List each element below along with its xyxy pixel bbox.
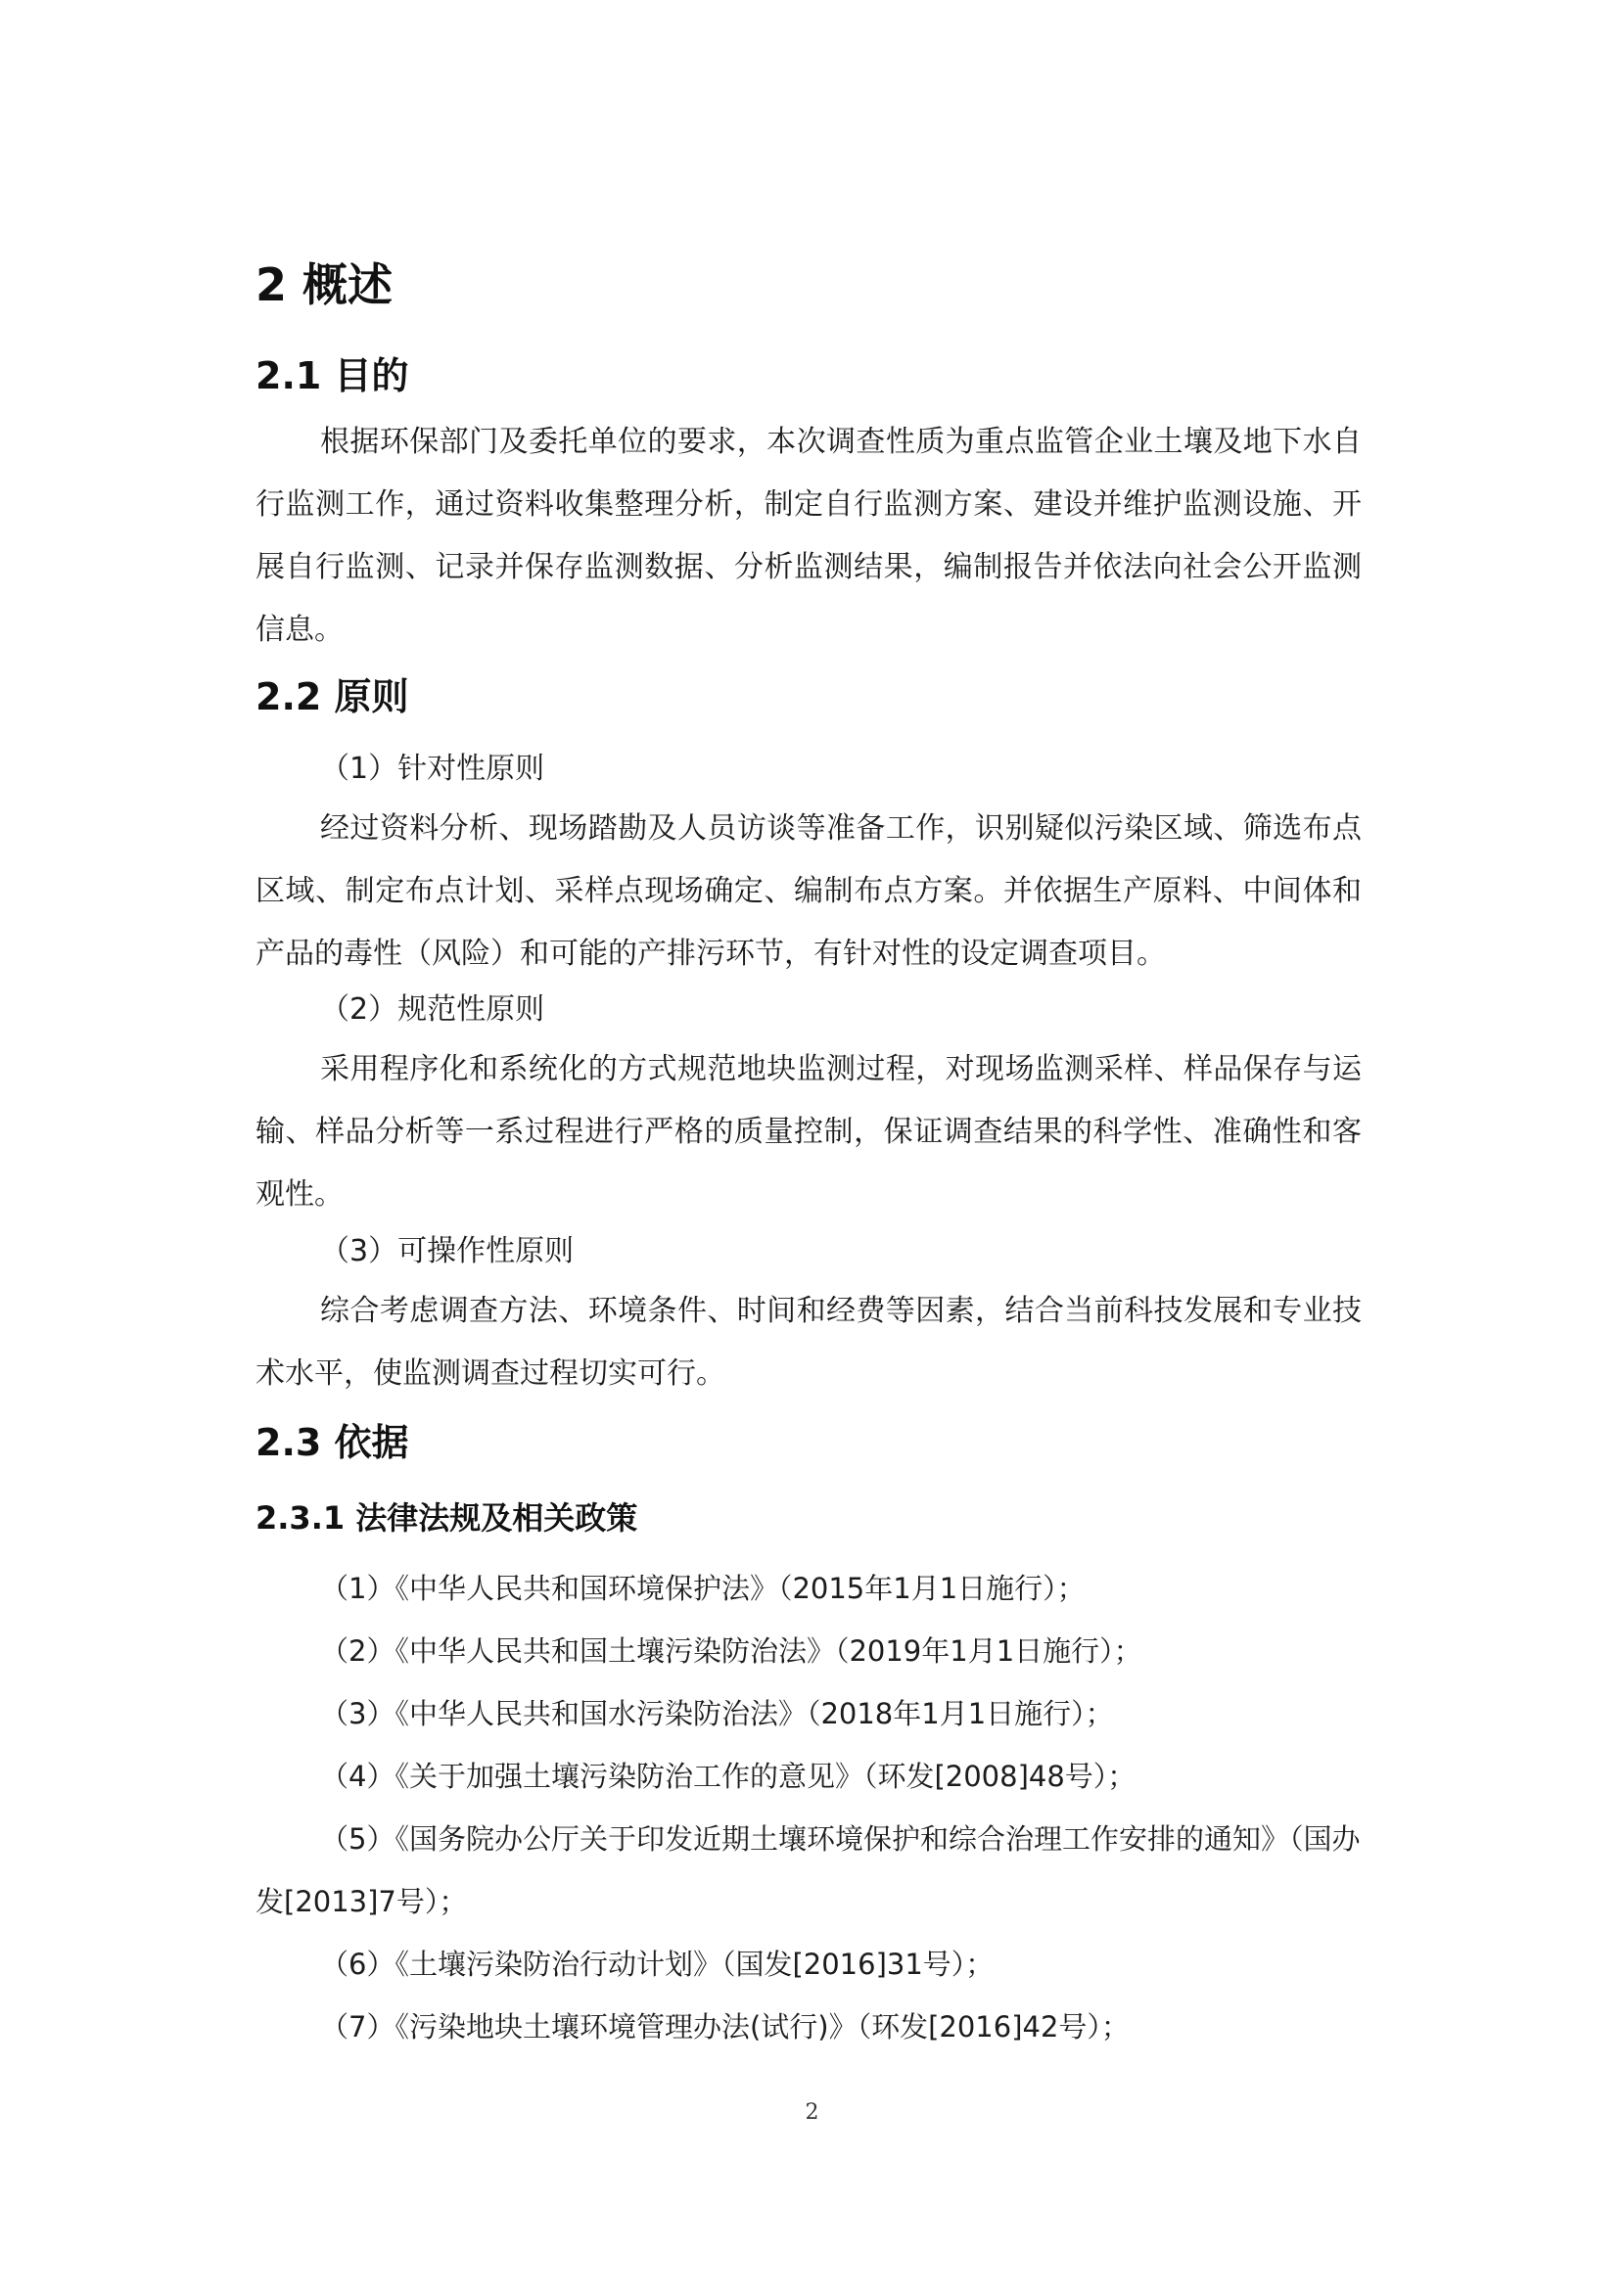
reference-item-3: （3）《中华人民共和国水污染防治法》（2018年1月1日施行）；	[320, 1697, 1114, 1730]
reference-item-1: （1）《中华人民共和国环境保护法》（2015年1月1日施行）；	[320, 1572, 1086, 1605]
principle-title-2: （2）规范性原则	[320, 992, 545, 1027]
principle-title-3: （3）可操作性原则	[320, 1234, 575, 1268]
chapter-heading: 2 概述	[255, 258, 394, 311]
principle-text-1: 经过资料分析、现场踏勘及人员访谈等准备工作，识别疑似污染区域、筛选布点区域、制定布点计划、采样点现场确定、编制布点方案。并依据生产原料、中间体和产品的毒性（风险）和可能的产排污环节，有针对性的设定调查项目。	[255, 811, 1362, 971]
reference-item-6: （6）《土壤污染防治行动计划》（国发[2016]31号）；	[320, 1948, 995, 1981]
section-heading-basis: 2.3 依据	[255, 1421, 409, 1464]
principle-text-2: 采用程序化和系统化的方式规范地块监测过程，对现场监测采样、样品保存与运输、样品分析等一系过程进行严格的质量控制，保证调查结果的科学性、准确性和客观性。	[255, 1052, 1362, 1212]
purpose-paragraph: 根据环保部门及委托单位的要求，本次调查性质为重点监管企业土壤及地下水自行监测工作，通过资料收集整理分析，制定自行监测方案、建设并维护监测设施、开展自行监测、记录并保存监测数据、分析监测结果，编制报告并依法向社会公开监测信息。	[255, 425, 1362, 647]
page-number: 2	[805, 2100, 819, 2125]
subsection-heading-laws: 2.3.1 法律法规及相关政策	[255, 1499, 638, 1537]
reference-item-7: （7）《污染地块土壤环境管理办法(试行)》（环发[2016]42号）；	[320, 2010, 1130, 2043]
principle-title-1: （1）针对性原则	[320, 752, 545, 786]
section-heading-purpose: 2.1 目的	[255, 354, 409, 397]
section-heading-principles: 2.2 原则	[255, 675, 409, 718]
reference-item-4: （4）《关于加强土壤污染防治工作的意见》（环发[2008]48号）；	[320, 1760, 1137, 1793]
principle-text-3: 综合考虑调查方法、环境条件、时间和经费等因素，结合当前科技发展和专业技术水平，使监测调查过程切实可行。	[255, 1294, 1362, 1391]
reference-item-5: （5）《国务院办公厅关于印发近期土壤环境保护和综合治理工作安排的通知》（国办发[2013]7号）；	[255, 1822, 1361, 1918]
reference-item-2: （2）《中华人民共和国土壤污染防治法》（2019年1月1日施行）；	[320, 1634, 1142, 1668]
